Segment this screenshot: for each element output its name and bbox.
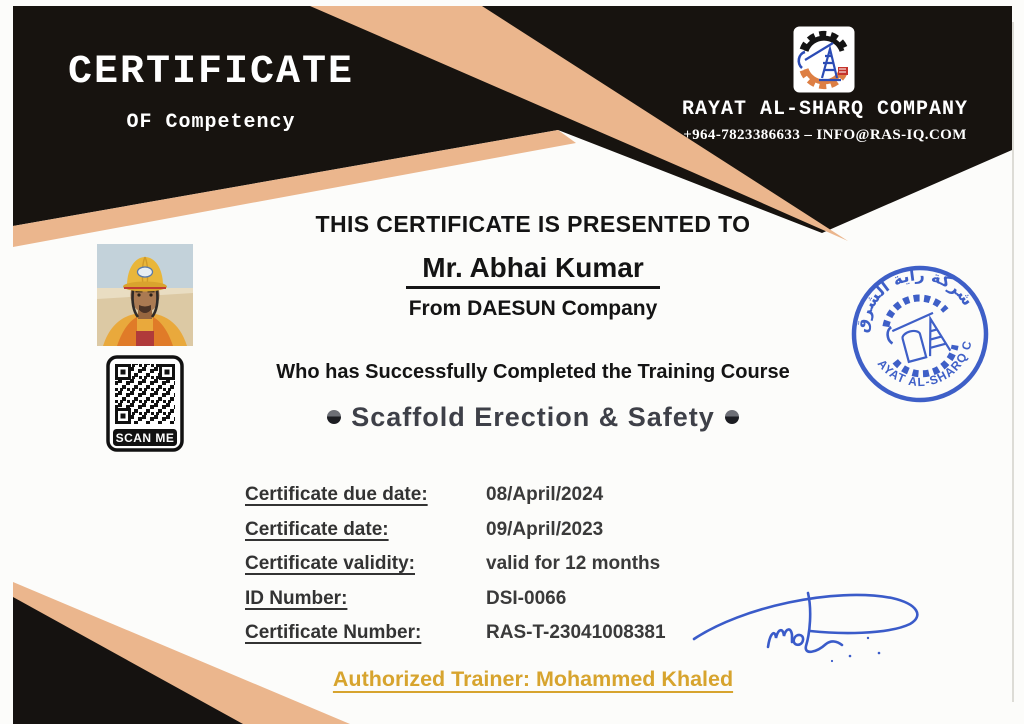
detail-value: DSI-0066 (486, 587, 567, 609)
qr-code (106, 355, 184, 452)
detail-row (245, 588, 666, 623)
detail-label: Certificate Number: (245, 622, 422, 643)
certificate-title: CERTIFICATE (67, 50, 355, 95)
presented-heading: THIS CERTIFICATE IS PRESENTED TO (315, 211, 751, 237)
recipient-company: From DAESUN Company (408, 297, 658, 320)
detail-label: Certificate due date: (245, 484, 428, 505)
title-block (66, 50, 356, 134)
recipient-name-text: Mr. Abhai Kumar (406, 252, 659, 289)
course-bullet-left-icon (327, 410, 341, 424)
authorized-trainer-text: Authorized Trainer: Mohammed Khaled (332, 667, 734, 691)
course-name: Scaffold Erection & Safety (351, 402, 715, 432)
company-logo-icon (793, 26, 855, 93)
detail-value: 08/April/2024 (486, 484, 604, 505)
signature-ink-specks (831, 637, 880, 662)
detail-row (245, 553, 666, 588)
certificate-subtitle: OF Competency (126, 111, 296, 134)
company-contact: +964-7823386633 – INFO@RAS-IQ.COM (683, 127, 967, 143)
completion-line: Who has Successfully Completed the Training Course (276, 361, 790, 383)
detail-row (245, 622, 666, 657)
detail-value: valid for 12 months (486, 553, 661, 574)
course-bullet-right-icon (725, 410, 739, 424)
detail-value: RAS-T-23041008381 (486, 622, 666, 643)
svg-text:شركة راية الشرق (839, 252, 979, 338)
certificate-details (245, 484, 666, 657)
detail-label: ID Number: (245, 587, 348, 609)
detail-value: 09/April/2023 (486, 518, 604, 540)
trainer-signature (672, 583, 937, 678)
detail-row (245, 519, 666, 554)
stamp-arabic-text: شركة راية الشرق (852, 265, 978, 334)
company-stamp (838, 252, 1002, 416)
detail-label: Certificate date: (245, 518, 389, 540)
trainee-photo (97, 244, 193, 346)
authorized-trainer-line (40, 667, 1024, 692)
company-name: RAYAT AL-SHARQ COMPANY (681, 98, 969, 121)
stamp-pumpjack-icon (885, 311, 950, 365)
detail-row (245, 484, 666, 519)
detail-label: Certificate validity: (245, 553, 415, 574)
stamp-english-text: RAYAT AL-SHARQ Co. (874, 322, 975, 390)
qr-scan-label: SCAN ME (115, 431, 175, 445)
company-block (660, 98, 990, 144)
